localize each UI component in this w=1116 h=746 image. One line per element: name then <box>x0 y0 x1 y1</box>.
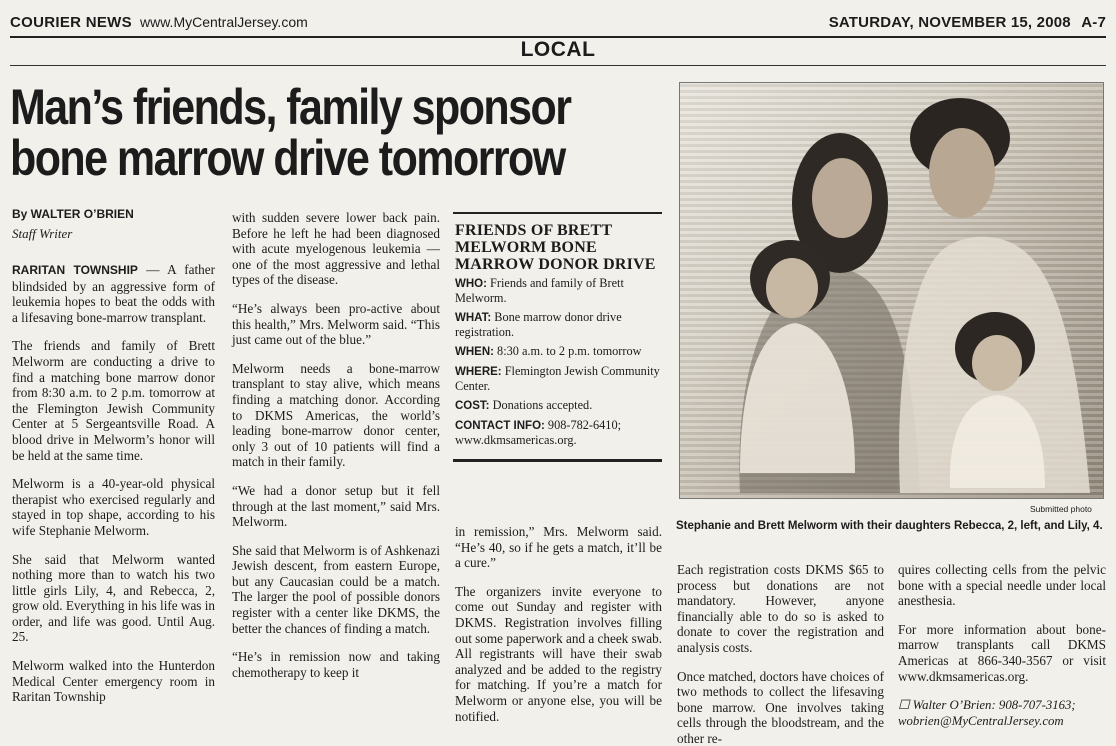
photo-credit: Submitted photo <box>1030 504 1092 514</box>
page-number: A-7 <box>1081 14 1106 31</box>
author-contact-email[interactable]: wobrien@MyCentralJersey.com <box>898 714 1064 729</box>
paragraph: Each registration costs DKMS $65 to process but donations are not mandatory. However, anyone financially able to do so is asked to donate to cover the registration and analysis costs. <box>677 562 884 655</box>
issue-date <box>829 14 1106 31</box>
headline-line-1: Man’s friends, family sponsor <box>10 79 571 135</box>
lead-text: — A father blindsided by an aggressive form of leukemia hopes to beat the odds with a lifesaving bone-marrow transplant. <box>12 262 215 325</box>
paragraph: “He’s always been pro-active about this health,” Mrs. Melworm said. “This just came out of the blue.” <box>232 300 440 348</box>
paragraph: Once matched, doctors have choices of two methods to collect the lifesaving bone marrow. One involves taking cells through the bloodstream, and the other re- <box>677 668 884 746</box>
info-row-where <box>455 364 662 393</box>
paragraph: For more information about bone-marrow transplants call DKMS Americas at 866-340-3567 or visit www.dkmsamericas.org. <box>898 621 1106 684</box>
byline: By WALTER O’BRIEN <box>12 207 134 221</box>
headline <box>10 79 573 186</box>
paragraph: Melworm walked into the Hunterdon Medical Center emergency room in Raritan Township <box>12 658 215 705</box>
paragraph: The organizers invite everyone to come out Sunday and register with DKMS. Registration involves filling out some paperwork and a cheek swab. All registrants will have their swab analyzed and be added to the registry for matching. If you’re a match for Melworm or anyone else, you will be notified. <box>455 583 662 724</box>
paragraph: Melworm is a 40-year-old physical therapist who exercised regularly and stayed in top shape, according to his wife Stephanie Melworm. <box>12 476 215 538</box>
paragraph: Melworm needs a bone-marrow transplant to stay alive, which means finding a matching donor. According to DKMS Americas, the world’s leading bone-marrow donor center, only 3 out of 10 patients will find a match in their family. <box>232 360 440 470</box>
paragraph: She said that Melworm wanted nothing more than to watch his two little girls Lily, 4, and Rebecca, 2, grow old. Everything in his life was in order, and life was good. Until Aug. 25. <box>12 551 215 645</box>
info-row-when <box>455 344 662 359</box>
section-rule <box>10 65 1106 66</box>
info-row-contact <box>455 418 662 447</box>
paragraph: “We had a donor setup but it fell through at the last moment,” said Mrs. Melworm. <box>232 482 440 530</box>
article-column-4 <box>677 562 884 746</box>
photo-caption: Stephanie and Brett Melworm with their daughters Rebecca, 2, left, and Lily, 4. <box>676 520 1103 532</box>
paragraph: She said that Melworm is of Ashkenazi Jewish descent, from eastern Europe, but any Caucasian could be a match. The larger the pool of possible donors register with a center like DKMS, the better the chances of finding a match. <box>232 542 440 636</box>
headline-line-2: bone marrow drive tomorrow <box>10 130 565 186</box>
article-column-3 <box>455 524 662 724</box>
lead-paragraph <box>12 262 215 325</box>
paper-name: COURIER NEWS <box>10 14 132 31</box>
paragraph: with sudden severe lower back pain. Before he left he had been diagnosed with acute myelogenous leukemia — one of the most aggressive and lethal types of the disease. <box>232 210 440 288</box>
family-photo-illustration <box>680 83 1104 499</box>
article-column-5 <box>898 562 1106 729</box>
byline-role: Staff Writer <box>12 226 73 241</box>
info-label: WHERE: <box>455 366 502 378</box>
dateline: RARITAN TOWNSHIP <box>12 263 138 277</box>
info-value: Donations accepted. <box>489 398 593 412</box>
author-contact-phone: ☐ Walter O’Brien: 908-707-3163; <box>898 698 1076 713</box>
paragraph: The friends and family of Brett Melworm are conducting a drive to find a matching bone marrow donor from 8:30 a.m. to 2 p.m. tomorrow at the Flemington Jewish Community Center at 5 Sergeantsville Road. A blood drive in Melworm’s honor will be held at the same time. <box>12 338 215 463</box>
info-label: WHEN: <box>455 346 494 358</box>
issue-date-text: SATURDAY, NOVEMBER 15, 2008 <box>828 14 1071 31</box>
info-label: WHAT: <box>455 312 492 324</box>
masthead <box>10 12 1106 34</box>
info-value: 8:30 a.m. to 2 p.m. tomorrow <box>493 344 642 358</box>
info-box-title: FRIENDS OF BRETT MELWORM BONE MARROW DONOR DRIVE <box>455 222 656 273</box>
family-photo <box>679 82 1104 499</box>
paragraph: in remission,” Mrs. Melworm said. “He’s 40, so if he gets a match, it’ll be a cure.” <box>455 524 662 571</box>
info-row-who <box>455 276 662 305</box>
info-box-top-rule <box>453 212 662 214</box>
info-row-cost <box>455 398 662 413</box>
info-label: WHO: <box>455 278 487 290</box>
info-row-what <box>455 310 662 339</box>
paragraph: “He’s in remission now and taking chemotherapy to keep it <box>232 649 440 680</box>
info-label: COST: <box>455 400 490 412</box>
info-box <box>453 212 662 462</box>
info-label: CONTACT INFO: <box>455 420 545 432</box>
article-column-1 <box>12 262 215 705</box>
info-box-bottom-rule <box>453 459 662 462</box>
info-value: Friends and family of Brett Melworm. <box>455 276 624 305</box>
paragraph: quires collecting cells from the pelvic bone with a special needle under local anesthesia. <box>898 562 1106 609</box>
section-label: LOCAL <box>520 38 596 61</box>
website-link[interactable]: www.MyCentralJersey.com <box>140 14 308 30</box>
info-value: 908-782-6410; www.dkmsamericas.org. <box>455 418 622 447</box>
info-value: Bone marrow donor drive registration. <box>455 310 622 339</box>
info-value: Flemington Jewish Community Center. <box>455 364 660 393</box>
article-column-2 <box>232 210 440 680</box>
author-contact <box>898 697 1106 729</box>
